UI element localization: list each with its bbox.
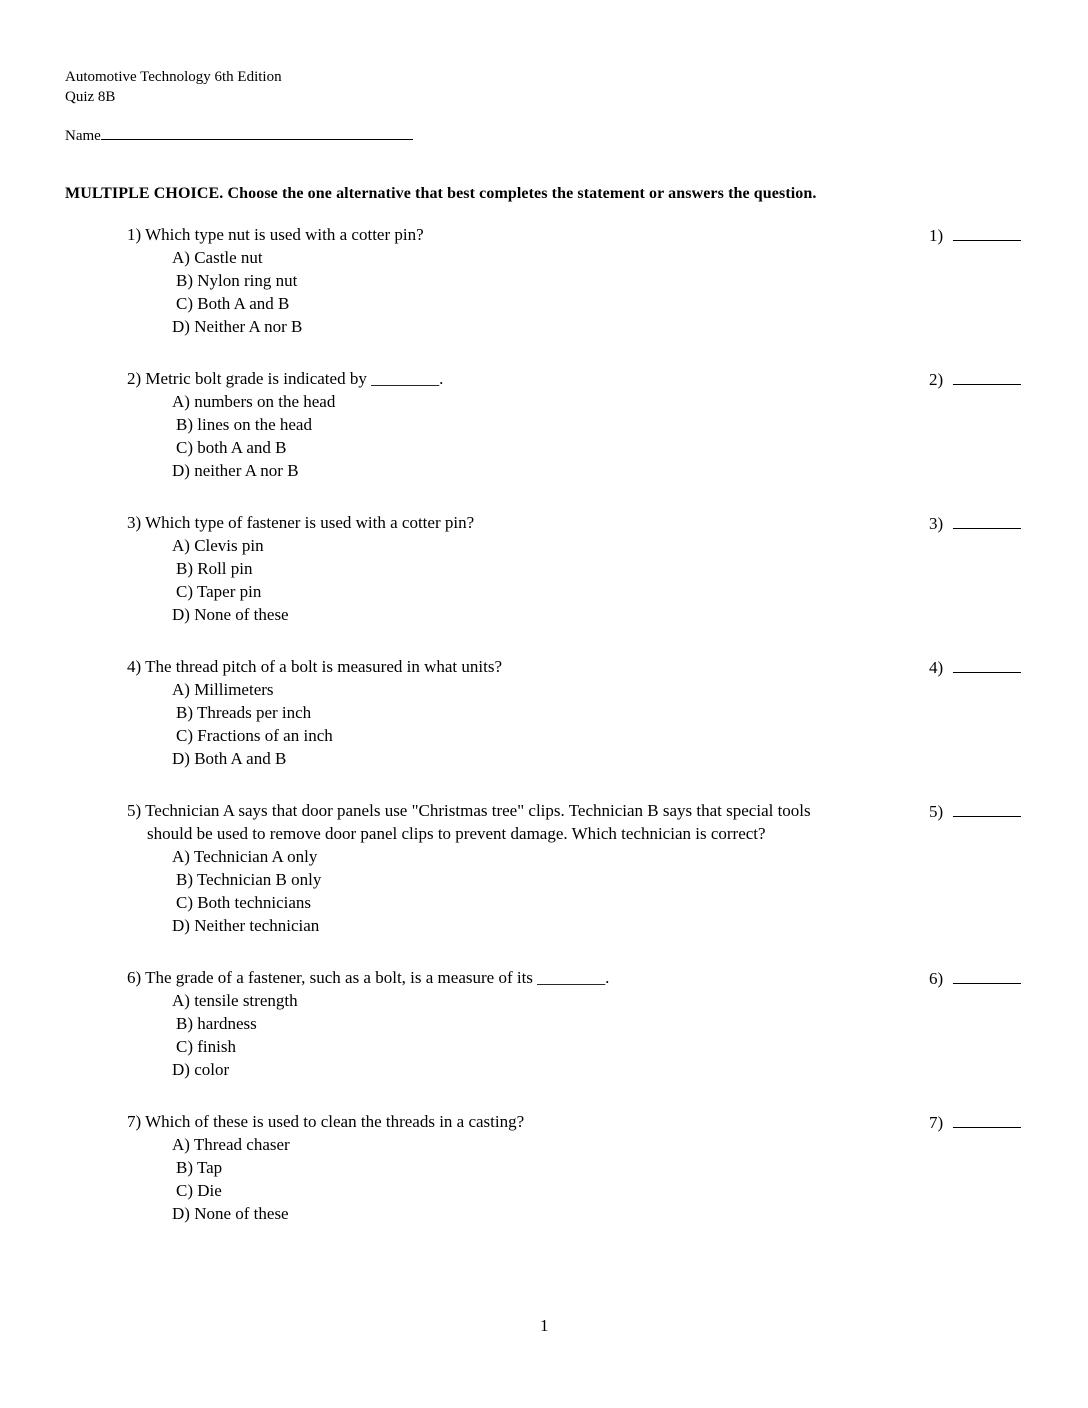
answer-option-a[interactable]: A) Millimeters bbox=[172, 680, 274, 699]
answer-blank-line[interactable] bbox=[953, 655, 1021, 673]
answer-option-c[interactable]: C) Both A and B bbox=[176, 294, 290, 313]
answer-option-a[interactable]: A) Castle nut bbox=[172, 248, 263, 267]
question-text: 3) Which type of fastener is used with a cotter pin? bbox=[127, 513, 475, 532]
answer-option-d[interactable]: D) Neither A nor B bbox=[172, 317, 303, 336]
answer-option-c[interactable]: C) Both technicians bbox=[176, 893, 312, 912]
answer-option-b[interactable]: B) lines on the head bbox=[176, 415, 312, 434]
answer-option-b[interactable]: B) Technician B only bbox=[176, 870, 322, 889]
question-text: 7) Which of these is used to clean the threads in a casting? bbox=[127, 1112, 525, 1131]
answer-slot bbox=[929, 1110, 1021, 1134]
answer-option-a[interactable]: A) Technician A only bbox=[172, 847, 318, 866]
answer-number: 4) bbox=[929, 658, 944, 677]
answer-slot bbox=[929, 367, 1021, 391]
question-text: 1) Which type nut is used with a cotter pin? bbox=[127, 225, 424, 244]
question-6 bbox=[127, 966, 1027, 1081]
answer-slot bbox=[929, 511, 1021, 535]
question-7 bbox=[127, 1110, 1027, 1225]
answer-number: 6) bbox=[929, 969, 944, 988]
question-stem bbox=[127, 799, 917, 845]
answer-option-d[interactable]: D) neither A nor B bbox=[172, 461, 299, 480]
question-4 bbox=[127, 655, 1027, 770]
question-stem bbox=[127, 223, 917, 246]
answer-option-a[interactable]: A) Thread chaser bbox=[172, 1135, 290, 1154]
answer-option-a[interactable]: A) numbers on the head bbox=[172, 392, 336, 411]
question-1 bbox=[127, 223, 1027, 338]
answer-option-b[interactable]: B) Threads per inch bbox=[176, 703, 312, 722]
document-title: Automotive Technology 6th Edition bbox=[65, 69, 282, 85]
answer-blank-line[interactable] bbox=[953, 966, 1021, 984]
name-label: Name bbox=[65, 128, 101, 144]
name-field[interactable] bbox=[65, 125, 413, 146]
answer-option-d[interactable]: D) Neither technician bbox=[172, 916, 320, 935]
name-blank-line[interactable] bbox=[101, 125, 413, 140]
question-text: 5) Technician A says that door panels use "Christmas tree" clips. Technician B says that special tools bbox=[127, 801, 811, 820]
answer-option-a[interactable]: A) Clevis pin bbox=[172, 536, 264, 555]
answer-blank-line[interactable] bbox=[953, 223, 1021, 241]
question-text-continued: should be used to remove door panel clips to prevent damage. Which technician is correct? bbox=[147, 824, 766, 843]
answer-option-c[interactable]: C) Die bbox=[176, 1181, 222, 1200]
question-stem bbox=[127, 966, 917, 989]
answer-blank-line[interactable] bbox=[953, 1110, 1021, 1128]
answer-slot bbox=[929, 799, 1021, 823]
answer-number: 7) bbox=[929, 1113, 944, 1132]
question-stem bbox=[127, 1110, 917, 1133]
answer-option-b[interactable]: B) Roll pin bbox=[176, 559, 253, 578]
answer-slot bbox=[929, 223, 1021, 247]
answer-option-b[interactable]: B) Tap bbox=[176, 1158, 223, 1177]
answer-slot bbox=[929, 966, 1021, 990]
question-3 bbox=[127, 511, 1027, 626]
question-text: 6) The grade of a fastener, such as a bolt, is a measure of its ________. bbox=[127, 968, 610, 987]
answer-option-b[interactable]: B) hardness bbox=[176, 1014, 257, 1033]
page-number: 1 bbox=[540, 1316, 549, 1335]
answer-blank-line[interactable] bbox=[953, 799, 1021, 817]
question-5 bbox=[127, 799, 1027, 937]
instructions: MULTIPLE CHOICE. Choose the one alternative that best completes the statement or answers the question. bbox=[65, 185, 817, 202]
answer-number: 2) bbox=[929, 370, 944, 389]
answer-option-c[interactable]: C) finish bbox=[176, 1037, 236, 1056]
question-stem bbox=[127, 367, 917, 390]
quiz-label: Quiz 8B bbox=[65, 89, 116, 105]
answer-option-b[interactable]: B) Nylon ring nut bbox=[176, 271, 298, 290]
answer-option-c[interactable]: C) both A and B bbox=[176, 438, 287, 457]
answer-option-c[interactable]: C) Taper pin bbox=[176, 582, 262, 601]
question-text: 4) The thread pitch of a bolt is measured in what units? bbox=[127, 657, 503, 676]
question-text: 2) Metric bolt grade is indicated by ________. bbox=[127, 369, 444, 388]
answer-blank-line[interactable] bbox=[953, 511, 1021, 529]
answer-blank-line[interactable] bbox=[953, 367, 1021, 385]
answer-option-a[interactable]: A) tensile strength bbox=[172, 991, 298, 1010]
answer-option-c[interactable]: C) Fractions of an inch bbox=[176, 726, 333, 745]
question-stem bbox=[127, 655, 917, 678]
question-stem bbox=[127, 511, 917, 534]
answer-number: 3) bbox=[929, 514, 944, 533]
answer-option-d[interactable]: D) None of these bbox=[172, 605, 289, 624]
answer-number: 5) bbox=[929, 802, 944, 821]
answer-number: 1) bbox=[929, 226, 944, 245]
answer-option-d[interactable]: D) Both A and B bbox=[172, 749, 287, 768]
answer-slot bbox=[929, 655, 1021, 679]
answer-option-d[interactable]: D) color bbox=[172, 1060, 230, 1079]
question-2 bbox=[127, 367, 1027, 482]
answer-option-d[interactable]: D) None of these bbox=[172, 1204, 289, 1223]
